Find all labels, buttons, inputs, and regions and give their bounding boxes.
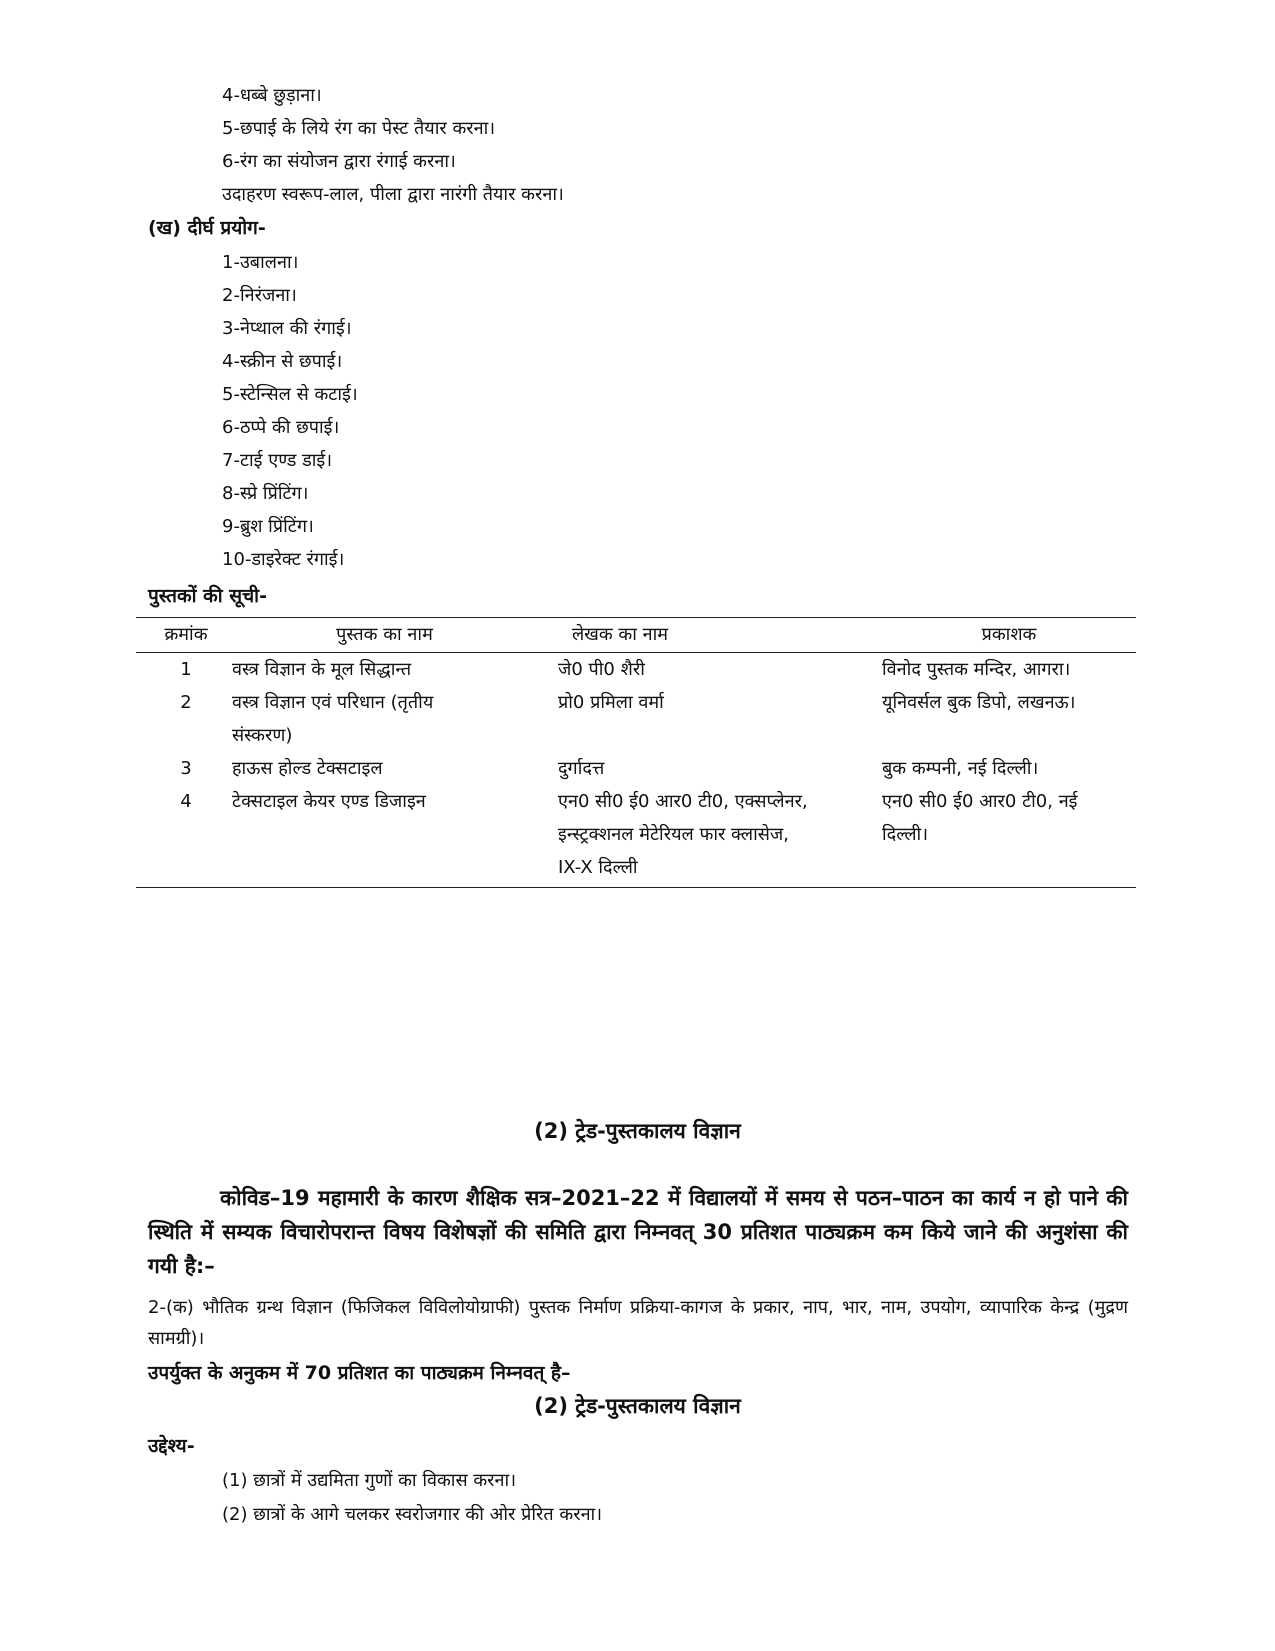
long-practical-item: 9-ब्रुश प्रिंटिंग। <box>222 516 314 537</box>
column-header-publisher: प्रकाशक <box>981 624 1037 645</box>
long-practical-item: 10-डाइरेक्ट रंगाई। <box>222 549 345 570</box>
practical-item: 6-रंग का संयोजन द्वारा रंगाई करना। <box>222 151 456 172</box>
objective-item: (2) छात्रों के आगे चलकर स्वरोजगार की ओर प्रेरित करना। <box>222 1504 603 1525</box>
seventy-percent-line: उपर्युक्त के अनुकम में 70 प्रतिशत का पाठ्यक्रम निम्नवत् है– <box>148 1362 571 1384</box>
column-header-serial: क्रमांक <box>164 624 208 645</box>
long-practical-item: 3-नेप्थाल की रंगाई। <box>222 318 352 339</box>
table-row-publisher: विनोद पुस्तक मन्दिर, आगरा। <box>882 659 1071 680</box>
long-practical-heading: (ख) दीर्घ प्रयोग- <box>148 217 266 239</box>
column-header-title: पुस्तक का नाम <box>336 624 433 645</box>
table-row-author: एन0 सी0 ई0 आर0 टी0, एक्सप्लेनर, <box>558 791 808 812</box>
objective-heading: उद्देश्य- <box>148 1435 195 1457</box>
long-practical-item: 6-ठप्पे की छपाई। <box>222 417 340 438</box>
reduced-syllabus-paragraph: 2-(क) भौतिक ग्रन्थ विज्ञान (फिजिकल विविलोयोग्राफी) पुस्तक निर्माण प्रक्रिया-कागज के प्रकार, नाप, भार, नाम, उपयोग, व्यापारिक केन्द्र (मुद्रण सामग्री)। <box>148 1297 1128 1349</box>
table-row-num: 2 <box>180 692 192 713</box>
table-row-num: 3 <box>180 758 192 779</box>
table-row-author: जे0 पी0 शैरी <box>558 659 645 680</box>
table-row-publisher: यूनिवर्सल बुक डिपो, लखनऊ। <box>882 692 1076 713</box>
table-row-author: दुर्गादत्त <box>558 758 605 779</box>
table-row-title-cont: संस्करण) <box>232 725 293 746</box>
table-row-title: वस्त्र विज्ञान के मूल सिद्धान्त <box>232 659 412 680</box>
practical-item: 5-छपाई के लिये रंग का पेस्ट तैयार करना। <box>222 118 496 139</box>
book-table <box>136 617 1136 888</box>
table-row-publisher-cont: दिल्ली। <box>882 824 929 845</box>
table-row-num: 4 <box>180 791 192 812</box>
covid-paragraph-text: कोविड–19 महामारी के कारण शैक्षिक सत्र–2021–22 में विद्यालयों में समय से पठन–पाठन का कार्य न हो पाने की स्थिति में सम्यक विचारोपरान्त विषय विशेषज्ञों की समिति द्वारा निम्नवत् 30 प्रतिशत पाठ्यक्रम कम किये जाने की अनुशंसा की गयी है:– <box>148 1186 1128 1278</box>
covid-paragraph <box>148 1181 1128 1283</box>
table-row-author-cont: इन्स्ट्रक्शनल मेटेरियल फार क्लासेज, <box>558 824 789 845</box>
long-practical-item: 1-उबालना। <box>222 252 299 273</box>
table-row-title: वस्त्र विज्ञान एवं परिधान (तृतीय <box>232 692 434 713</box>
long-practical-item: 7-टाई एण्ड डाई। <box>222 450 333 471</box>
table-row-author-cont: IX-X दिल्ली <box>558 857 638 878</box>
section-title-repeat: (2) ट्रेड-पुस्तकालय विज्ञान <box>534 1394 741 1418</box>
table-row-title: हाऊस होल्ड टेक्सटाइल <box>232 758 383 779</box>
table-row-publisher: बुक कम्पनी, नई दिल्ली। <box>882 758 1039 779</box>
table-row-publisher: एन0 सी0 ई0 आर0 टी0, नई <box>882 791 1078 812</box>
objective-item: (1) छात्रों में उद्यमिता गुणों का विकास करना। <box>222 1470 517 1491</box>
section-title: (2) ट्रेड-पुस्तकालय विज्ञान <box>534 1119 741 1143</box>
long-practical-item: 8-स्प्रे प्रिंटिंग। <box>222 483 309 504</box>
book-list-heading: पुस्तकों की सूची- <box>148 585 267 607</box>
table-row-title: टेक्सटाइल केयर एण्ड डिजाइन <box>232 791 426 812</box>
practical-item: 4-धब्बे छुड़ाना। <box>222 85 322 106</box>
long-practical-item: 2-निरंजना। <box>222 285 297 306</box>
table-row-num: 1 <box>180 659 192 680</box>
long-practical-item: 5-स्टेन्सिल से कटाई। <box>222 384 358 405</box>
table-row-author: प्रो0 प्रमिला वर्मा <box>558 692 664 713</box>
column-header-author: लेखक का नाम <box>571 624 669 645</box>
practical-item: उदाहरण स्वरूप-लाल, पीला द्वारा नारंगी तैयार करना। <box>222 184 564 205</box>
long-practical-item: 4-स्क्रीन से छपाई। <box>222 351 343 372</box>
